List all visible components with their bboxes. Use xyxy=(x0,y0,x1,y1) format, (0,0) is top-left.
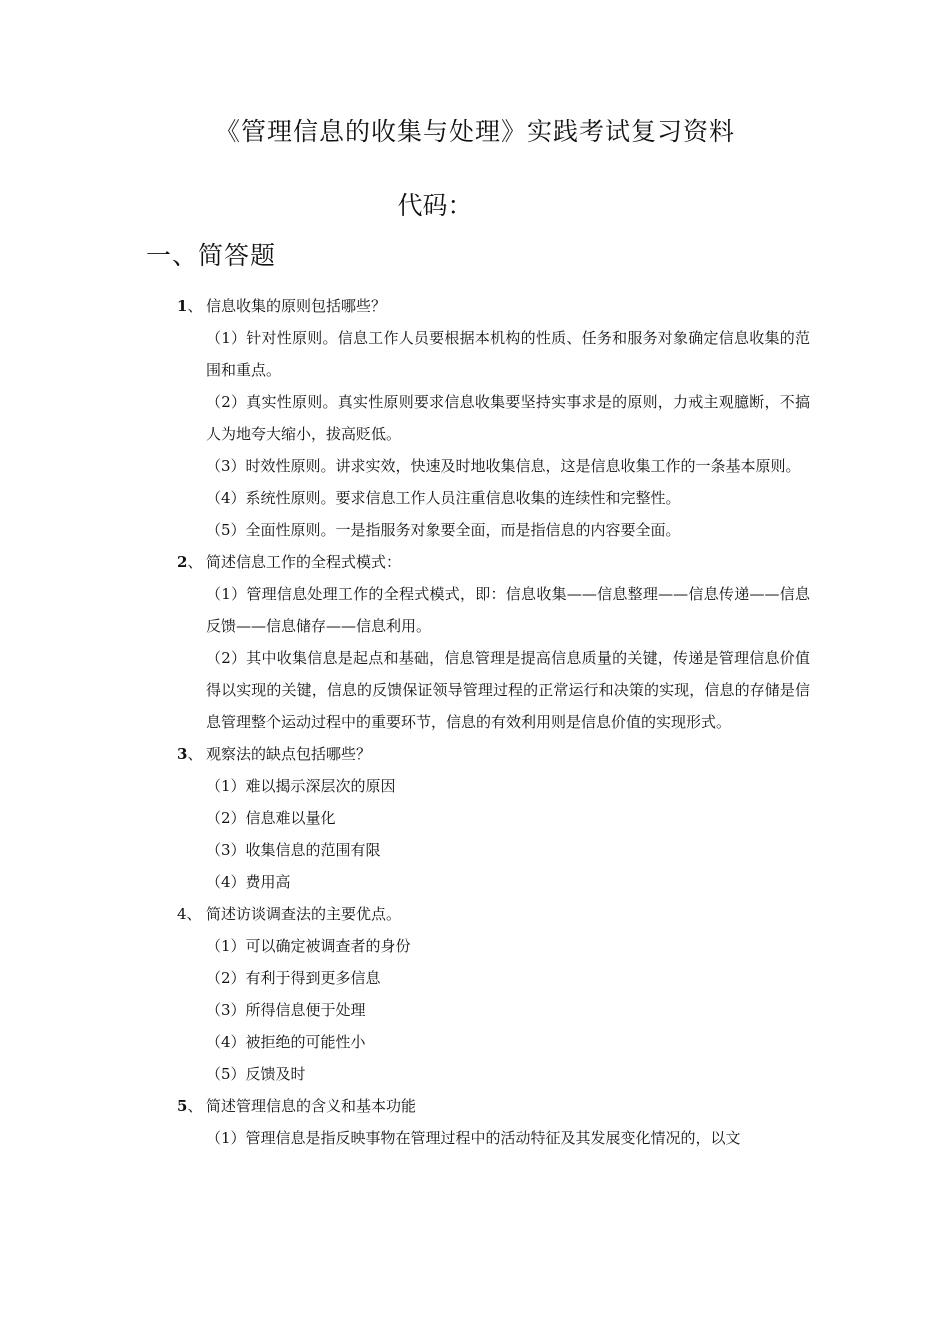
question-item xyxy=(0,290,810,322)
answer-paragraph: （1）管理信息处理工作的全程式模式，即：信息收集——信息整理——信息传递——信息反馈——信息储存——信息利用。 xyxy=(206,585,810,635)
question-number: 4、 xyxy=(177,905,202,923)
question-text: 简述信息工作的全程式模式： xyxy=(206,553,402,571)
section-heading: 一、简答题 xyxy=(146,241,277,270)
answer-paragraph: （2）其中收集信息是起点和基础，信息管理是提高信息质量的关键，传递是管理信息价值得以实现的关键，信息的反馈保证领导管理过程的正常运行和决策的实现，信息的存储是信息管理整个运动过程中的重要环节，信息的有效利用则是信息价值的实现形式。 xyxy=(206,649,810,731)
question-number: 5、 xyxy=(177,1097,203,1115)
question-item xyxy=(0,1090,810,1122)
question-item xyxy=(0,738,810,770)
answer-paragraph: （4）被拒绝的可能性小 xyxy=(206,1033,366,1051)
answer-paragraph: （3）收集信息的范围有限 xyxy=(206,841,381,859)
answer-paragraph: （5）反馈及时 xyxy=(206,1065,306,1083)
question-item xyxy=(0,546,810,578)
answer-paragraph: （2）有利于得到更多信息 xyxy=(206,969,381,987)
answer-paragraph: （4）费用高 xyxy=(206,873,291,891)
answer-paragraph: （1）管理信息是指反映事物在管理过程中的活动特征及其发展变化情况的，以文 xyxy=(206,1129,741,1147)
answer-paragraph: （1）可以确定被调查者的身份 xyxy=(206,937,411,955)
answer-paragraph: （3）所得信息便于处理 xyxy=(206,1001,366,1019)
question-number: 3、 xyxy=(177,745,203,763)
answer-paragraph: （4）系统性原则。要求信息工作人员注重信息收集的连续性和完整性。 xyxy=(206,489,681,507)
answer-paragraph: （2）信息难以量化 xyxy=(206,809,336,827)
answer-paragraph: （1）针对性原则。信息工作人员要根据本机构的性质、任务和服务对象确定信息收集的范围和重点。 xyxy=(206,329,810,379)
question-number: 2、 xyxy=(177,553,203,571)
answer-paragraph: （1）难以揭示深层次的原因 xyxy=(206,777,396,795)
question-text: 观察法的缺点包括哪些？ xyxy=(206,745,372,763)
document-title: 《管理信息的收集与处理》实践考试复习资料 xyxy=(214,117,735,146)
question-text: 简述访谈调查法的主要优点。 xyxy=(206,905,402,923)
question-number: 1、 xyxy=(177,297,203,315)
answer-paragraph: （3）时效性原则。讲求实效，快速及时地收集信息，这是信息收集工作的一条基本原则。 xyxy=(206,457,801,475)
question-text: 信息收集的原则包括哪些？ xyxy=(206,297,387,315)
answer-paragraph: （5）全面性原则。一是指服务对象要全面，而是指信息的内容要全面。 xyxy=(206,521,681,539)
answer-paragraph: （2）真实性原则。真实性原则要求信息收集要坚持实事求是的原则，力戒主观臆断，不搞人为地夸大缩小，拔高贬低。 xyxy=(206,393,810,443)
question-item xyxy=(0,898,810,930)
question-list xyxy=(0,290,950,1154)
code-label: 代码： xyxy=(397,191,473,220)
question-text: 简述管理信息的含义和基本功能 xyxy=(206,1097,417,1115)
